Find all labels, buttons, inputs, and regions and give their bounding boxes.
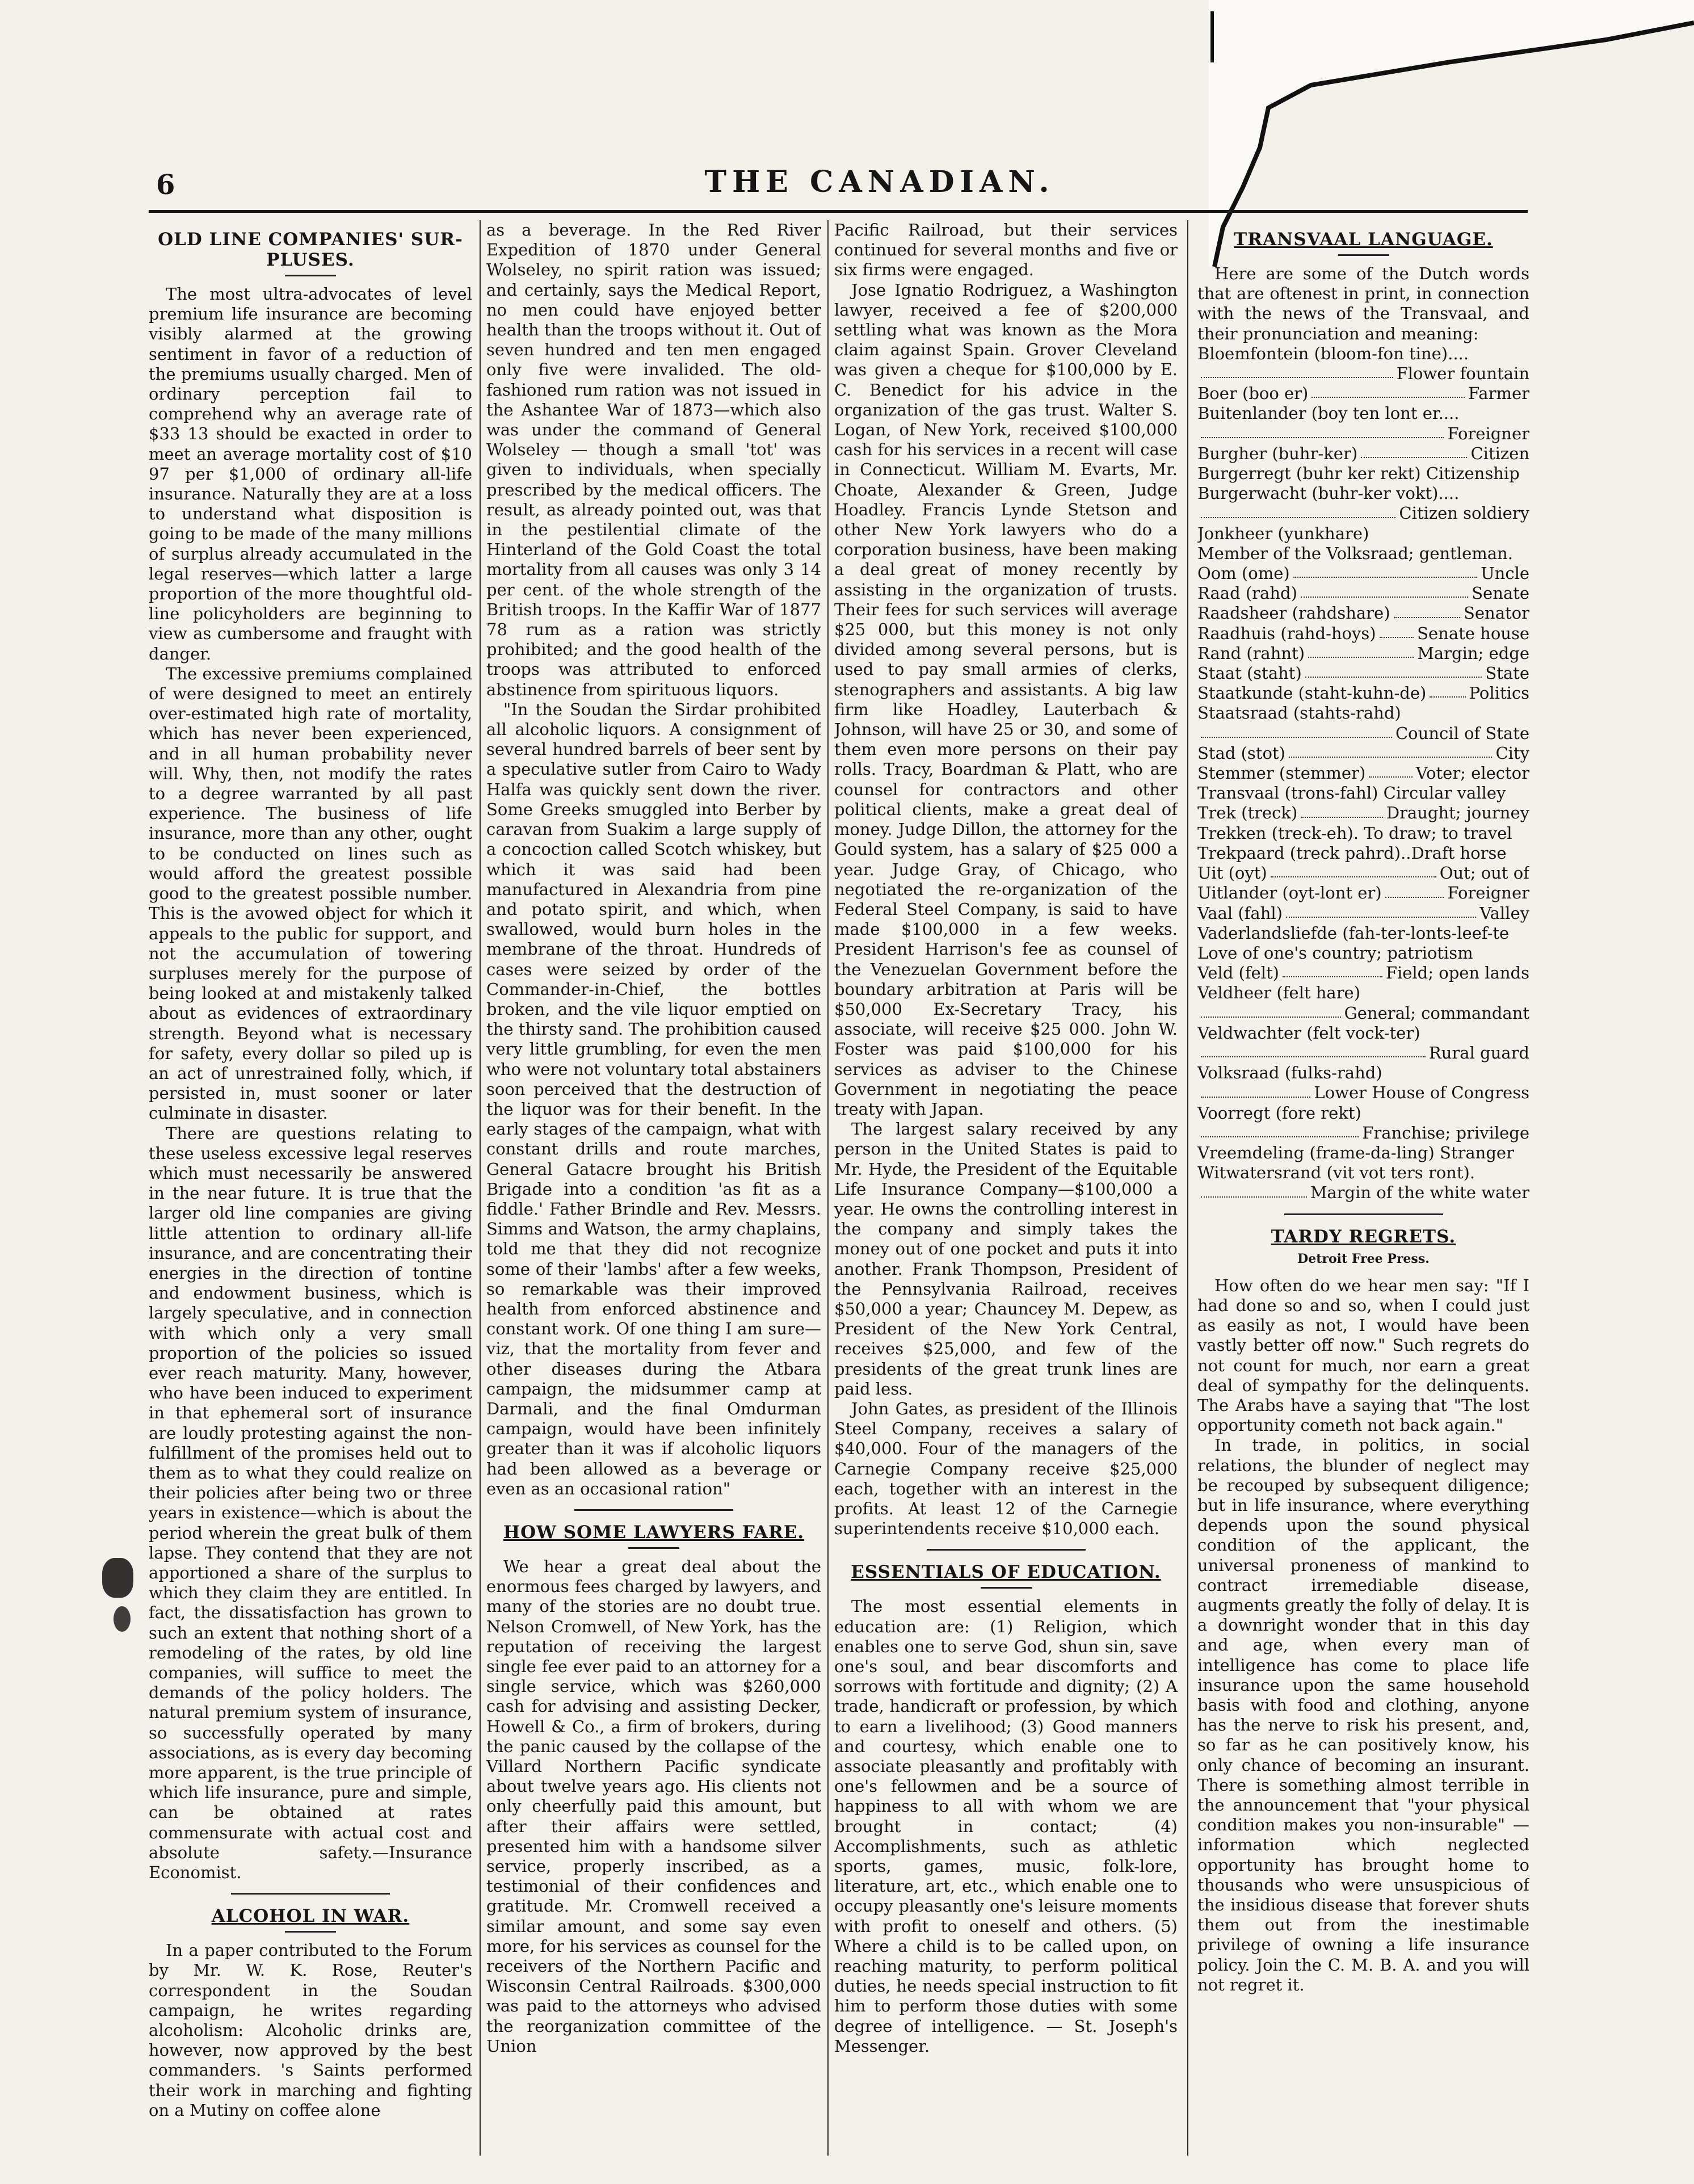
glossary-entry — [1197, 843, 1529, 863]
glossary-term: Staatkunde (staht-kuhn-de) — [1197, 683, 1427, 703]
column-rule — [1187, 220, 1188, 2156]
glossary-entry — [1197, 404, 1529, 423]
glossary-meaning: Foreigner — [1447, 883, 1529, 903]
glossary-term: Vaal (fahl) — [1197, 903, 1283, 923]
glossary-meaning: Foreigner — [1447, 423, 1529, 443]
column-4 — [1197, 220, 1529, 2161]
glossary-meaning: Citizen soldiery — [1399, 503, 1529, 523]
glossary-entry — [1197, 683, 1529, 703]
article-paragraph: The excessive premiums complained of were designed to meet an entirely over-estimated high rate of mortality, which has never been experienced, and in all human probability never will. Why, then, not modify the rates to a degree warranted by all past experience. The business of life insurance, more than any other, ought to be conducted on lines such as would afford the greatest possible good to the greatest possible number. This is the avowed object for which it appeals to the public for support, and not the accumulation of towering surpluses merely for the purpose of being looked at and mistakenly talked about as evidences of extraordinary strength. Beyond what is necessary for safety, every dollar so piled up is an act of unrestrained folly, which, if persisted in, must sooner or later culminate in disaster. — [149, 663, 472, 1123]
article-paragraph: Pacific Railroad, but their services continued for several months and five or six firms were engaged. — [834, 220, 1178, 280]
glossary-term: Veldwachter (felt vock-ter) — [1197, 1023, 1420, 1043]
glossary-term: Trekken (treck-eh). To draw; to travel — [1197, 823, 1512, 843]
glossary-entry — [1197, 544, 1529, 564]
newspaper-title: THE CANADIAN. — [704, 165, 1055, 199]
glossary-term: Bloemfontein (bloom-fon tine).... — [1197, 343, 1469, 363]
glossary-meaning: Senator — [1464, 603, 1529, 623]
article-headline: ALCOHOL IN WAR. — [211, 1906, 410, 1927]
glossary-entry — [1197, 624, 1529, 644]
dot-leader — [1312, 384, 1465, 398]
article-paragraph: Jose Ignatio Rodriguez, a Washington lawyer, received a fee of $200,000 settling what was known as the Mora claim against Spain. Grover Cleveland was given a cheque for $100,000 by E. C. Benedict for his advice in the organization of the gas trust. Walter S. Logan, of New York, received $100,000 cash for his services in a recent will case in Connecticut. William M. Evarts, Mr. Choate, Alexander & Green, Judge Hoadley. Francis Lynde Stetson and other New York lawyers who do a corporation business, have been making a deal great of money recently by assisting in the organization of trusts. Their fees for such services will average $25 000, but this money is not only divided among several persons, but is used to pay small armies of clerks, stenographers and assistants. A big law firm like Hoadley, Lauterbach & Johnson, will have 25 or 30, and some of them even more persons on their pay rolls. Tracy, Boardman & Platt, who are counsel for contractors and other political clients, make a great deal of money. Judge Dillon, the attorney for the Gould system, has a salary of $25 000 a year. Judge Gray, of Chicago, who negotiated the re-organization of the Federal Steel Company, is said to have made $100,000 in a few weeks. President Harrison's fee as counsel of the Venezuelan Government before the boundary arbitration at Paris will be $50,000 Ex-Secretary Tracy, his associate, will receive $25 000. John W. Foster was paid $100,000 for his services as adviser to the Chinese Government in negotiating the peace treaty with Japan. — [834, 280, 1178, 1119]
dot-leader — [1301, 803, 1383, 817]
dot-leader — [1305, 663, 1482, 678]
dot-leader — [1286, 904, 1476, 918]
article-headline: OLD LINE COMPANIES' SUR-PLUSES. — [158, 229, 463, 270]
glossary-meaning: Farmer — [1468, 384, 1529, 404]
glossary-meaning: Council of State — [1395, 723, 1529, 743]
article-paragraph: How often do we hear men say: "If I had done so and so, when I could just as easily as not, I would have been vastly better off now." Such regrets do not count for much, nor earn a great deal of sympathy for the delinquents. The Arabs have a saying that "The lost opportunity cometh not back again." — [1197, 1275, 1529, 1435]
headline-rule — [285, 275, 336, 276]
headline-rule — [981, 1587, 1032, 1589]
headline-rule — [628, 1547, 679, 1549]
glossary-meaning: General; commandant — [1344, 1003, 1529, 1023]
dot-leader — [1283, 963, 1382, 977]
glossary-list — [1197, 344, 1529, 1203]
headline-rule — [285, 1931, 336, 1933]
glossary-term: Oom (ome) — [1197, 564, 1290, 583]
glossary-term: Raad (rahd) — [1197, 583, 1297, 603]
glossary-meaning: Politics — [1469, 683, 1529, 703]
dot-leader — [1271, 863, 1436, 877]
section-divider — [574, 1509, 733, 1511]
glossary-meaning: Margin of the white water — [1310, 1183, 1529, 1203]
glossary-entry — [1197, 744, 1529, 763]
glossary-term: Voorregt (fore rekt) — [1197, 1103, 1361, 1123]
glossary-term: Burgerregt (buhr ker rekt) Citizenship — [1197, 464, 1520, 484]
glossary-term: Vaderlandsliefde (fah-ter-lonts-leef-te — [1197, 923, 1510, 943]
glossary-meaning: Field; open lands — [1385, 963, 1529, 983]
article-paragraph: John Gates, as president of the Illinois Steel Company, receives a salary of $40,000. Four of the managers of the Carnegie Company receive $25,000 each, together with an interest in the profits. At least 12 of the Carnegie superintendents receive $10,000 each. — [834, 1398, 1178, 1539]
dot-leader — [1385, 883, 1444, 897]
glossary-term: Burgerwacht (buhr-ker vokt).... — [1197, 484, 1460, 503]
dot-leader — [1201, 424, 1444, 438]
glossary-meaning: Lower House of Congress — [1314, 1083, 1529, 1103]
section-divider — [927, 1549, 1086, 1551]
glossary-entry — [1197, 803, 1529, 823]
glossary-term: Veld (felt) — [1197, 963, 1279, 983]
glossary-entry — [1197, 484, 1529, 503]
column-rule — [480, 220, 481, 2156]
glossary-term: Veldheer (felt hare) — [1197, 983, 1361, 1003]
glossary-entry — [1197, 424, 1529, 444]
article-paragraph: The largest salary received by any person in the United States is paid to Mr. Hyde, the President of the Equitable Life Insurance Company—$100,000 a year. He owns the controlling interest in the company and simply takes the money out of one pocket and puts it into another. Frank Thompson, President of the Pennsylvania Railroad, receives $50,000 a year; Chauncey M. Depew, as President of the New York Central, receives $25,000, and few of the presidents of the great trunk lines are paid less. — [834, 1119, 1178, 1398]
glossary-meaning: Flower fountain — [1396, 364, 1529, 384]
glossary-entry — [1197, 1043, 1529, 1063]
glossary-entry — [1197, 824, 1529, 843]
glossary-entry — [1197, 364, 1529, 384]
glossary-term: Uit (oyt) — [1197, 863, 1267, 883]
glossary-entry — [1197, 644, 1529, 663]
glossary-entry — [1197, 904, 1529, 923]
dot-leader — [1201, 1183, 1307, 1197]
glossary-meaning: Senate — [1472, 583, 1529, 603]
glossary-entry — [1197, 524, 1529, 544]
glossary-entry — [1197, 763, 1529, 783]
glossary-entry — [1197, 444, 1529, 464]
glossary-term: Rand (rahnt) — [1197, 643, 1305, 663]
glossary-meaning: Margin; edge — [1417, 643, 1529, 663]
article-headline: TRANSVAAL LANGUAGE. — [1234, 229, 1493, 250]
glossary-term: Raadhuis (rahd-hoys) — [1197, 623, 1376, 643]
article-paragraph: The most essential elements in education are: (1) Religion, which enables one to serve God, shun sin, save one's soul, and bear discomforts and sorrows with fortitude and dignity; (2) A trade, handicraft or profession, by which to earn a livelihood; (3) Good manners and courtesy, which enable one to associate pleasantly and profitably with one's fellowmen and be a source of happiness to all with whom we are brought in contact; (4) Accomplishments, such as athletic sports, games, music, folk-lore, literature, art, etc., which enable one to occupy pleasantly one's leisure moments with profit to oneself and others. (5) Where a child is to be called upon, on reaching maturity, to perform political duties, he needs special instruction to fit him to perform those duties with some degree of intelligence. — St. Joseph's Messenger. — [834, 1597, 1178, 2056]
glossary-term: Burgher (buhr-ker) — [1197, 443, 1358, 463]
glossary-entry — [1197, 724, 1529, 744]
glossary-entry — [1197, 1083, 1529, 1103]
glossary-entry — [1197, 983, 1529, 1003]
article-headline: TARDY REGRETS. — [1271, 1226, 1456, 1247]
glossary-entry — [1197, 603, 1529, 623]
glossary-term: Stad (stot) — [1197, 743, 1285, 763]
dot-leader — [1394, 603, 1461, 618]
glossary-meaning: Out; out of — [1439, 863, 1529, 883]
dot-leader — [1380, 624, 1414, 638]
article-paragraph: Here are some of the Dutch words that are oftenest in print, in connection with the news of the Transvaal, and their pronunciation and meaning: — [1197, 264, 1529, 343]
dot-leader — [1289, 744, 1493, 758]
glossary-meaning: Draught; journey — [1386, 803, 1529, 823]
dot-leader — [1201, 724, 1392, 738]
glossary-entry — [1197, 503, 1529, 523]
glossary-term: Transvaal (trons-fahl) Circular valley — [1197, 783, 1506, 803]
glossary-entry — [1197, 1103, 1529, 1123]
glossary-entry — [1197, 703, 1529, 723]
ink-blot — [114, 1606, 131, 1632]
glossary-term: Vreemdeling (frame-da-ling) Stranger — [1197, 1143, 1514, 1162]
headline-rule — [1338, 254, 1389, 256]
glossary-entry — [1197, 564, 1529, 583]
glossary-term: Staat (staht) — [1197, 663, 1302, 683]
glossary-meaning: City — [1495, 743, 1529, 763]
header-rule — [149, 210, 1528, 213]
glossary-term: Trekpaard (treck pahrd)..Draft horse — [1197, 843, 1507, 863]
glossary-meaning: Citizen — [1470, 443, 1529, 463]
article-paragraph: In a paper contributed to the Forum by Mr. W. K. Rose, Reuter's correspondent in the Soudan campaign, he writes regarding alcoholism: Alcoholic drinks are, however, now approved by the best commanders. 's Saints performed their work in marching and fighting on a Mutiny on coffee alone — [149, 1941, 472, 2120]
glossary-entry — [1197, 1163, 1529, 1183]
dot-leader — [1201, 1123, 1359, 1137]
article-paragraph: as a beverage. In the Red River Expedition of 1870 under General Wolseley, no spirit ration was issued; and certainly, says the Medical Report, no men could have enjoyed better health than the troops without it. Out of seven hundred and ten men engaged only five were invalided. The old-fashioned rum ration was not issued in the Ashantee War of 1873—which also was under the command of General Wolseley — though a small 'tot' was given to individuals, when specially prescribed by the medical officers. The result, as already pointed out, was that in the pestilential climate of the Hinterland of the Gold Coast the total mortality from all causes was only 3 14 per cent. of the whole strength of the British troops. In the Kaffir War of 1877 78 rum as a ration was strictly prohibited; and the good health of the troops was attributed to enforced abstinence from spirituous liquors. — [486, 220, 821, 699]
glossary-entry — [1197, 883, 1529, 903]
glossary-entry — [1197, 923, 1529, 943]
article-paragraph: There are questions relating to these useless excessive legal reserves which must necessarily be answered in the near future. It is true that the larger old line companies are giving little attention to ordinary all-life insurance, and are concentrating their energies in the direction of tontine and endowment business, which is largely speculative, and in connection with which only a very small proportion of the policies so issued ever reach maturity. Many, however, who have been induced to experiment in that ephemeral sort of insurance are loudly protesting against the non-fulfillment of the promises held out to them as to what they could realize on their policies after being two or three years in existence—which is about the period wherein the great bulk of them lapse. They contend that they are not apportioned a share of the surplus to which they claim they are entitled. In fact, the dissatisfaction has grown to such an extent that nothing short of a remodeling of the rates, by old line companies, will suffice to meet the demands of the policy holders. The natural premium system of insurance, so successfully operated by many associations, as is every day becoming more apparent, is the true principle of which life insurance, pure and simple, can be obtained at rates commensurate with actual cost and absolute safety.—Insurance Economist. — [149, 1123, 472, 1883]
glossary-term: Volksraad (fulks-rahd) — [1197, 1063, 1382, 1083]
glossary-term: Stemmer (stemmer) — [1197, 763, 1366, 783]
article-headline: ESSENTIALS OF EDUCATION. — [851, 1562, 1161, 1583]
glossary-meaning: State — [1485, 663, 1529, 683]
glossary-entry — [1197, 1063, 1529, 1083]
glossary-entry — [1197, 583, 1529, 603]
dot-leader — [1201, 1043, 1426, 1057]
column-2 — [486, 220, 821, 2161]
article-paragraph: "In the Soudan the Sirdar prohibited all alcoholic liquors. A consignment of several hundred barrels of beer sent by a speculative sutler from Cairo to Wady Halfa was quickly sent down the river. Some Greeks smuggled into Berber by caravan from Suakim a large supply of a concoction called Scotch whiskey, but which it was said had been manufactured in Alexandria from pine and potato spirit, and which, when swallowed, would burn holes in the membrane of the throat. Hundreds of cases were seized by order of the Commander-in-Chief, the bottles broken, and the vile liquor emptied on the thirsty sand. The prohibition caused very little grumbling, for even the men who were not voluntary total abstainers soon perceived that the destruction of the liquor was for their benefit. In the early stages of the campaign, what with constant drills and route marches, General Gatacre brought his British Brigade into a condition 'as fit as a fiddle.' Father Brindle and Rev. Messrs. Simms and Watson, the army chaplains, told me that they did not recognize some of their 'lambs' after a few weeks, so remarkable was their improved health from enforced abstinence and constant work. Of one thing I am sure—viz, that the mortality from fever and other diseases during the Atbara campaign, the midsummer camp at Darmali, and the final Omdurman campaign, would have been infinitely greater than it was if alcoholic liquors had been allowed as a beverage or even as an occasional ration" — [486, 699, 821, 1498]
glossary-entry — [1197, 663, 1529, 683]
dot-leader — [1369, 763, 1412, 778]
glossary-meaning: Uncle — [1481, 564, 1529, 583]
glossary-term: Love of one's country; patriotism — [1197, 943, 1473, 963]
glossary-term: Witwatersrand (vit vot ters ront). — [1197, 1163, 1476, 1183]
dot-leader — [1361, 444, 1467, 458]
dot-leader — [1201, 1083, 1310, 1097]
dot-leader — [1201, 364, 1393, 378]
glossary-entry — [1197, 384, 1529, 404]
glossary-meaning: Franchise; privilege — [1362, 1123, 1529, 1143]
glossary-term: Trek (treck) — [1197, 803, 1298, 823]
glossary-entry — [1197, 943, 1529, 963]
glossary-entry — [1197, 1003, 1529, 1023]
glossary-entry — [1197, 1023, 1529, 1043]
glossary-entry — [1197, 1183, 1529, 1203]
glossary-term: Uitlander (oyt-lont er) — [1197, 883, 1382, 903]
glossary-entry — [1197, 1123, 1529, 1143]
glossary-entry — [1197, 344, 1529, 364]
dot-leader — [1430, 683, 1465, 698]
glossary-meaning: Senate house — [1417, 623, 1529, 643]
article-source: Detroit Free Press. — [1297, 1251, 1430, 1266]
article-paragraph: We hear a great deal about the enormous fees charged by lawyers, and many of the stories are no doubt true. Nelson Cromwell, of New York, has the reputation of receiving the largest single fee ever paid to an attorney for a single service, which was $260,000 cash for advising and assisting Decker, Howell & Co., a firm of brokers, during the panic caused by the collapse of the Villard Northern Pacific syndicate about twelve years ago. His clients not only cheerfully paid this amount, but after their affairs were settled, presented him with a handsome silver service, properly inscribed, as a testimonial of their confidences and gratitude. Mr. Cromwell received a similar amount, and some say even more, for his services as counsel for the receivers of the Northern Pacific and Wisconsin Central Railroads. $300,000 was paid to the attorneys who advised the reorganization committee of the Union — [486, 1557, 821, 2056]
dot-leader — [1308, 644, 1414, 658]
ink-blot — [102, 1558, 133, 1598]
article-paragraph: In trade, in politics, in social relations, the blunder of neglect may be recouped by subsequent diligence; but in life insurance, where everything depends upon the sound physical condition of the applicant, the universal proneness of mankind to contract irremediable disease, augments greatly the folly of delay. It is a downright wonder that in this day and age, when every man of intelligence has come to place life insurance upon the same household basis with food and clothing, anyone has the nerve to risk his present, and, so far as he can positively know, his only chance of becoming an insurant. There is something almost terrible in the announcement that "your physical condition makes you non-insurable" — information which neglected opportunity has brought home to thousands who were unsuspicious of the insidious disease that forever shuts them out from the inestimable privilege of owning a life insurance policy. Join the C. M. B. A. and you will not regret it. — [1197, 1435, 1529, 1994]
column-1 — [149, 220, 472, 2161]
glossary-entry — [1197, 863, 1529, 883]
column-3 — [834, 220, 1178, 2161]
glossary-term: Boer (boo er) — [1197, 384, 1309, 404]
glossary-term: Member of the Volksraad; gentleman. — [1197, 543, 1513, 563]
glossary-term: Jonkheer (yunkhare) — [1197, 523, 1369, 543]
dot-leader — [1201, 1003, 1341, 1018]
dot-leader — [1293, 564, 1478, 578]
section-divider — [231, 1893, 390, 1895]
glossary-term: Buitenlander (boy ten lont er.... — [1197, 404, 1460, 423]
dot-leader — [1201, 503, 1395, 518]
glossary-entry — [1197, 963, 1529, 983]
column-rule — [827, 220, 829, 2156]
article-paragraph: The most ultra-advocates of level premium life insurance are becoming visibly alarmed at the growing sentiment in favor of a reduction of the premiums usually charged. Men of ordinary perception fail to comprehend why an average rate of $33 13 should be exacted in order to meet an average mortality cost of $10 97 per $1,000 of ordinary all-life insurance. Naturally they are at a loss to understand what disposition is going to be made of the many millions of surplus already accumulated in the legal reserves—which latter a large proportion of the more thoughtful old-line policyholders are beginning to view as cumbersome and fraught with danger. — [149, 284, 472, 663]
article-headline: HOW SOME LAWYERS FARE. — [503, 1522, 805, 1543]
glossary-meaning: Rural guard — [1428, 1043, 1529, 1062]
section-divider — [1284, 1213, 1443, 1215]
glossary-entry — [1197, 1143, 1529, 1163]
glossary-meaning: Voter; elector — [1415, 763, 1529, 783]
dot-leader — [1301, 583, 1468, 598]
glossary-entry — [1197, 783, 1529, 803]
glossary-meaning: Valley — [1479, 903, 1529, 923]
page-number: 6 — [156, 169, 175, 201]
glossary-term: Raadsheer (rahdshare) — [1197, 603, 1390, 623]
glossary-entry — [1197, 464, 1529, 484]
glossary-term: Staatsraad (stahts-rahd) — [1197, 703, 1401, 723]
